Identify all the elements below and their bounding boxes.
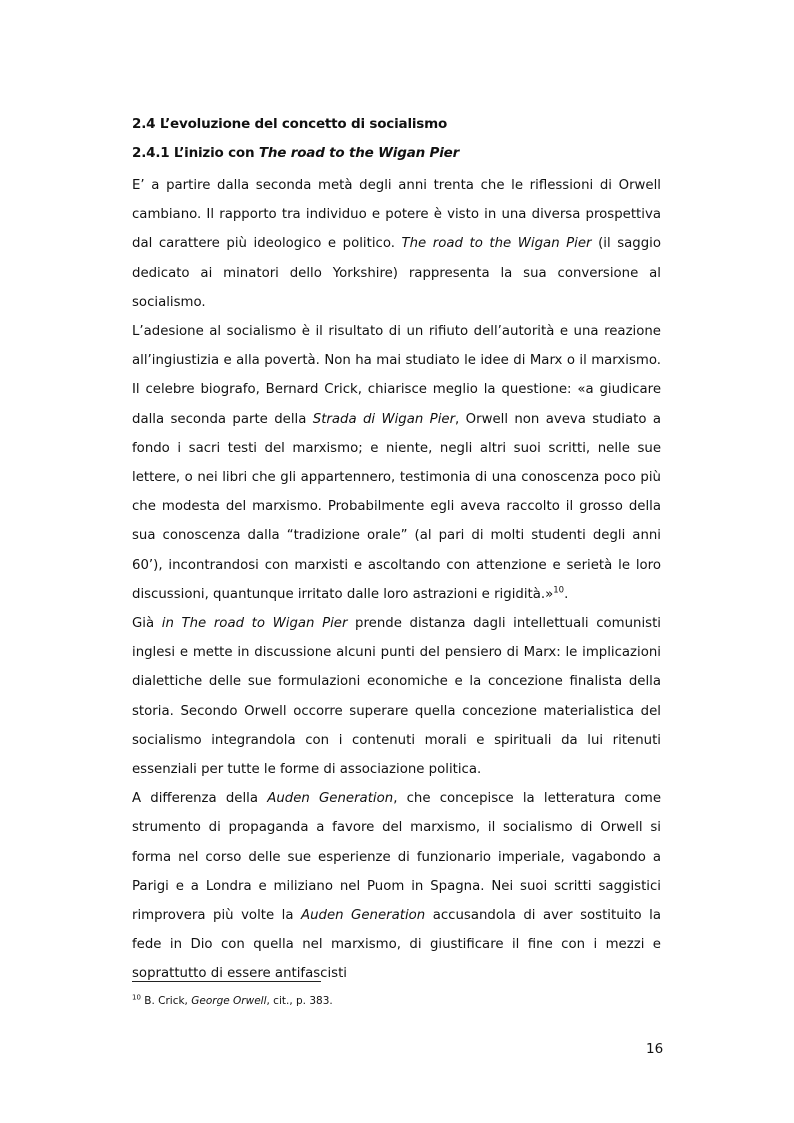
- paragraph-3-italic-title: in The road to Wigan Pier: [161, 616, 348, 632]
- footnote-citation: , cit., p. 383.: [266, 995, 333, 1007]
- subsection-heading: [132, 145, 459, 161]
- paragraph-4-text: A differenza della: [132, 791, 268, 807]
- paragraph-2-italic-title: Strada di Wigan Pier: [312, 411, 456, 427]
- paragraph-1-text: E’ a partire dalla seconda metà degli anni trenta che le riflessioni di Orwell cambiano. Il rapporto tra individuo e potere è visto in una diversa prospettiva dal carattere più ideologico e politico.: [132, 178, 661, 252]
- subsection-heading-title: The road to the Wigan Pier: [258, 145, 460, 161]
- paragraph-4-italic-term: Auden Generation: [267, 791, 394, 807]
- section-heading: 2.4 L’evoluzione del concetto di socialismo: [132, 116, 448, 132]
- paragraph-2-quote: , Orwell non aveva studiato a fondo i sacri testi del marxismo; e niente, negli altri suoi scritti, nelle sue lettere, o nei libri che gli appartennero, testimonia di una conoscenza poco più che modesta del marxismo. Probabilmente egli aveva raccolto il grosso della sua conoscenza dalla “tradizione orale” (al pari di molti studenti degli anni 60’), incontrandosi con marxisti e ascoltando con attenzione e serietà le loro discussioni, quantunque irritato dalle loro astrazioni e rigidità.»: [132, 411, 662, 602]
- paragraph-3-text-end: prende distanza dagli intellettuali comunisti inglesi e mette in discussione alcuni punti del pensiero di Marx: le implicazioni dialettiche delle sue formulazioni economiche e la concezione finalista della storia. Secondo Orwell occorre superare quella concezione materialistica del socialismo integrandola con i contenuti morali e spirituali da lui ritenuti essenziali per tutte le forme di associazione politica.: [132, 616, 661, 778]
- paragraph-2-text: L’adesione al socialismo è il risultato di un rifiuto dell’autorità e una reazione all’ingiustizia e alla povertà. Non ha mai studiato le idee di Marx o il marxismo. Il celebre biografo, Bernard Crick, chiarisce meglio la questione: «a giudicare dalla seconda parte della: [132, 324, 661, 427]
- footnote-number: 10: [132, 993, 141, 1002]
- footnote: [132, 995, 333, 1007]
- page-number: 16: [646, 1041, 664, 1057]
- paragraph-4-text-end: accusandola di aver sostituito la fede in Dio con quella nel marxismo, di giustificare il fine con i mezzi e soprattutto di essere antifascisti: [132, 908, 662, 982]
- paragraph-4-text-middle: , che concepisce la letteratura come strumento di propaganda a favore del marxismo, il socialismo di Orwell si forma nel corso delle sue esperienze di funzionario imperiale, vagabondo a Parigi e a Londra e miliziano nel Puom in Spagna. Nei suoi scritti saggistici rimprovera più volte la: [132, 791, 661, 924]
- paragraph-2: [132, 317, 661, 609]
- paragraph-1: [132, 171, 661, 317]
- footnote-author: B. Crick,: [140, 995, 192, 1007]
- paragraph-3-text: Già: [132, 616, 162, 632]
- paragraph-3: [132, 609, 661, 784]
- paragraph-2-end: .: [564, 586, 569, 602]
- footnote-reference[interactable]: 10: [553, 585, 565, 596]
- body-text: [132, 171, 661, 989]
- paragraph-4-italic-term-2: Auden Generation: [300, 908, 426, 924]
- footnote-separator: [132, 981, 321, 982]
- subsection-heading-prefix: 2.4.1 L’inizio con: [132, 145, 259, 161]
- paragraph-1-italic-title: The road to the Wigan Pier: [401, 236, 592, 252]
- footnote-title: George Orwell: [191, 995, 267, 1007]
- paragraph-1-text-end: (il saggio dedicato ai minatori dello Yorkshire) rappresenta la sua conversione al socialismo.: [132, 236, 661, 310]
- paragraph-4: [132, 784, 661, 988]
